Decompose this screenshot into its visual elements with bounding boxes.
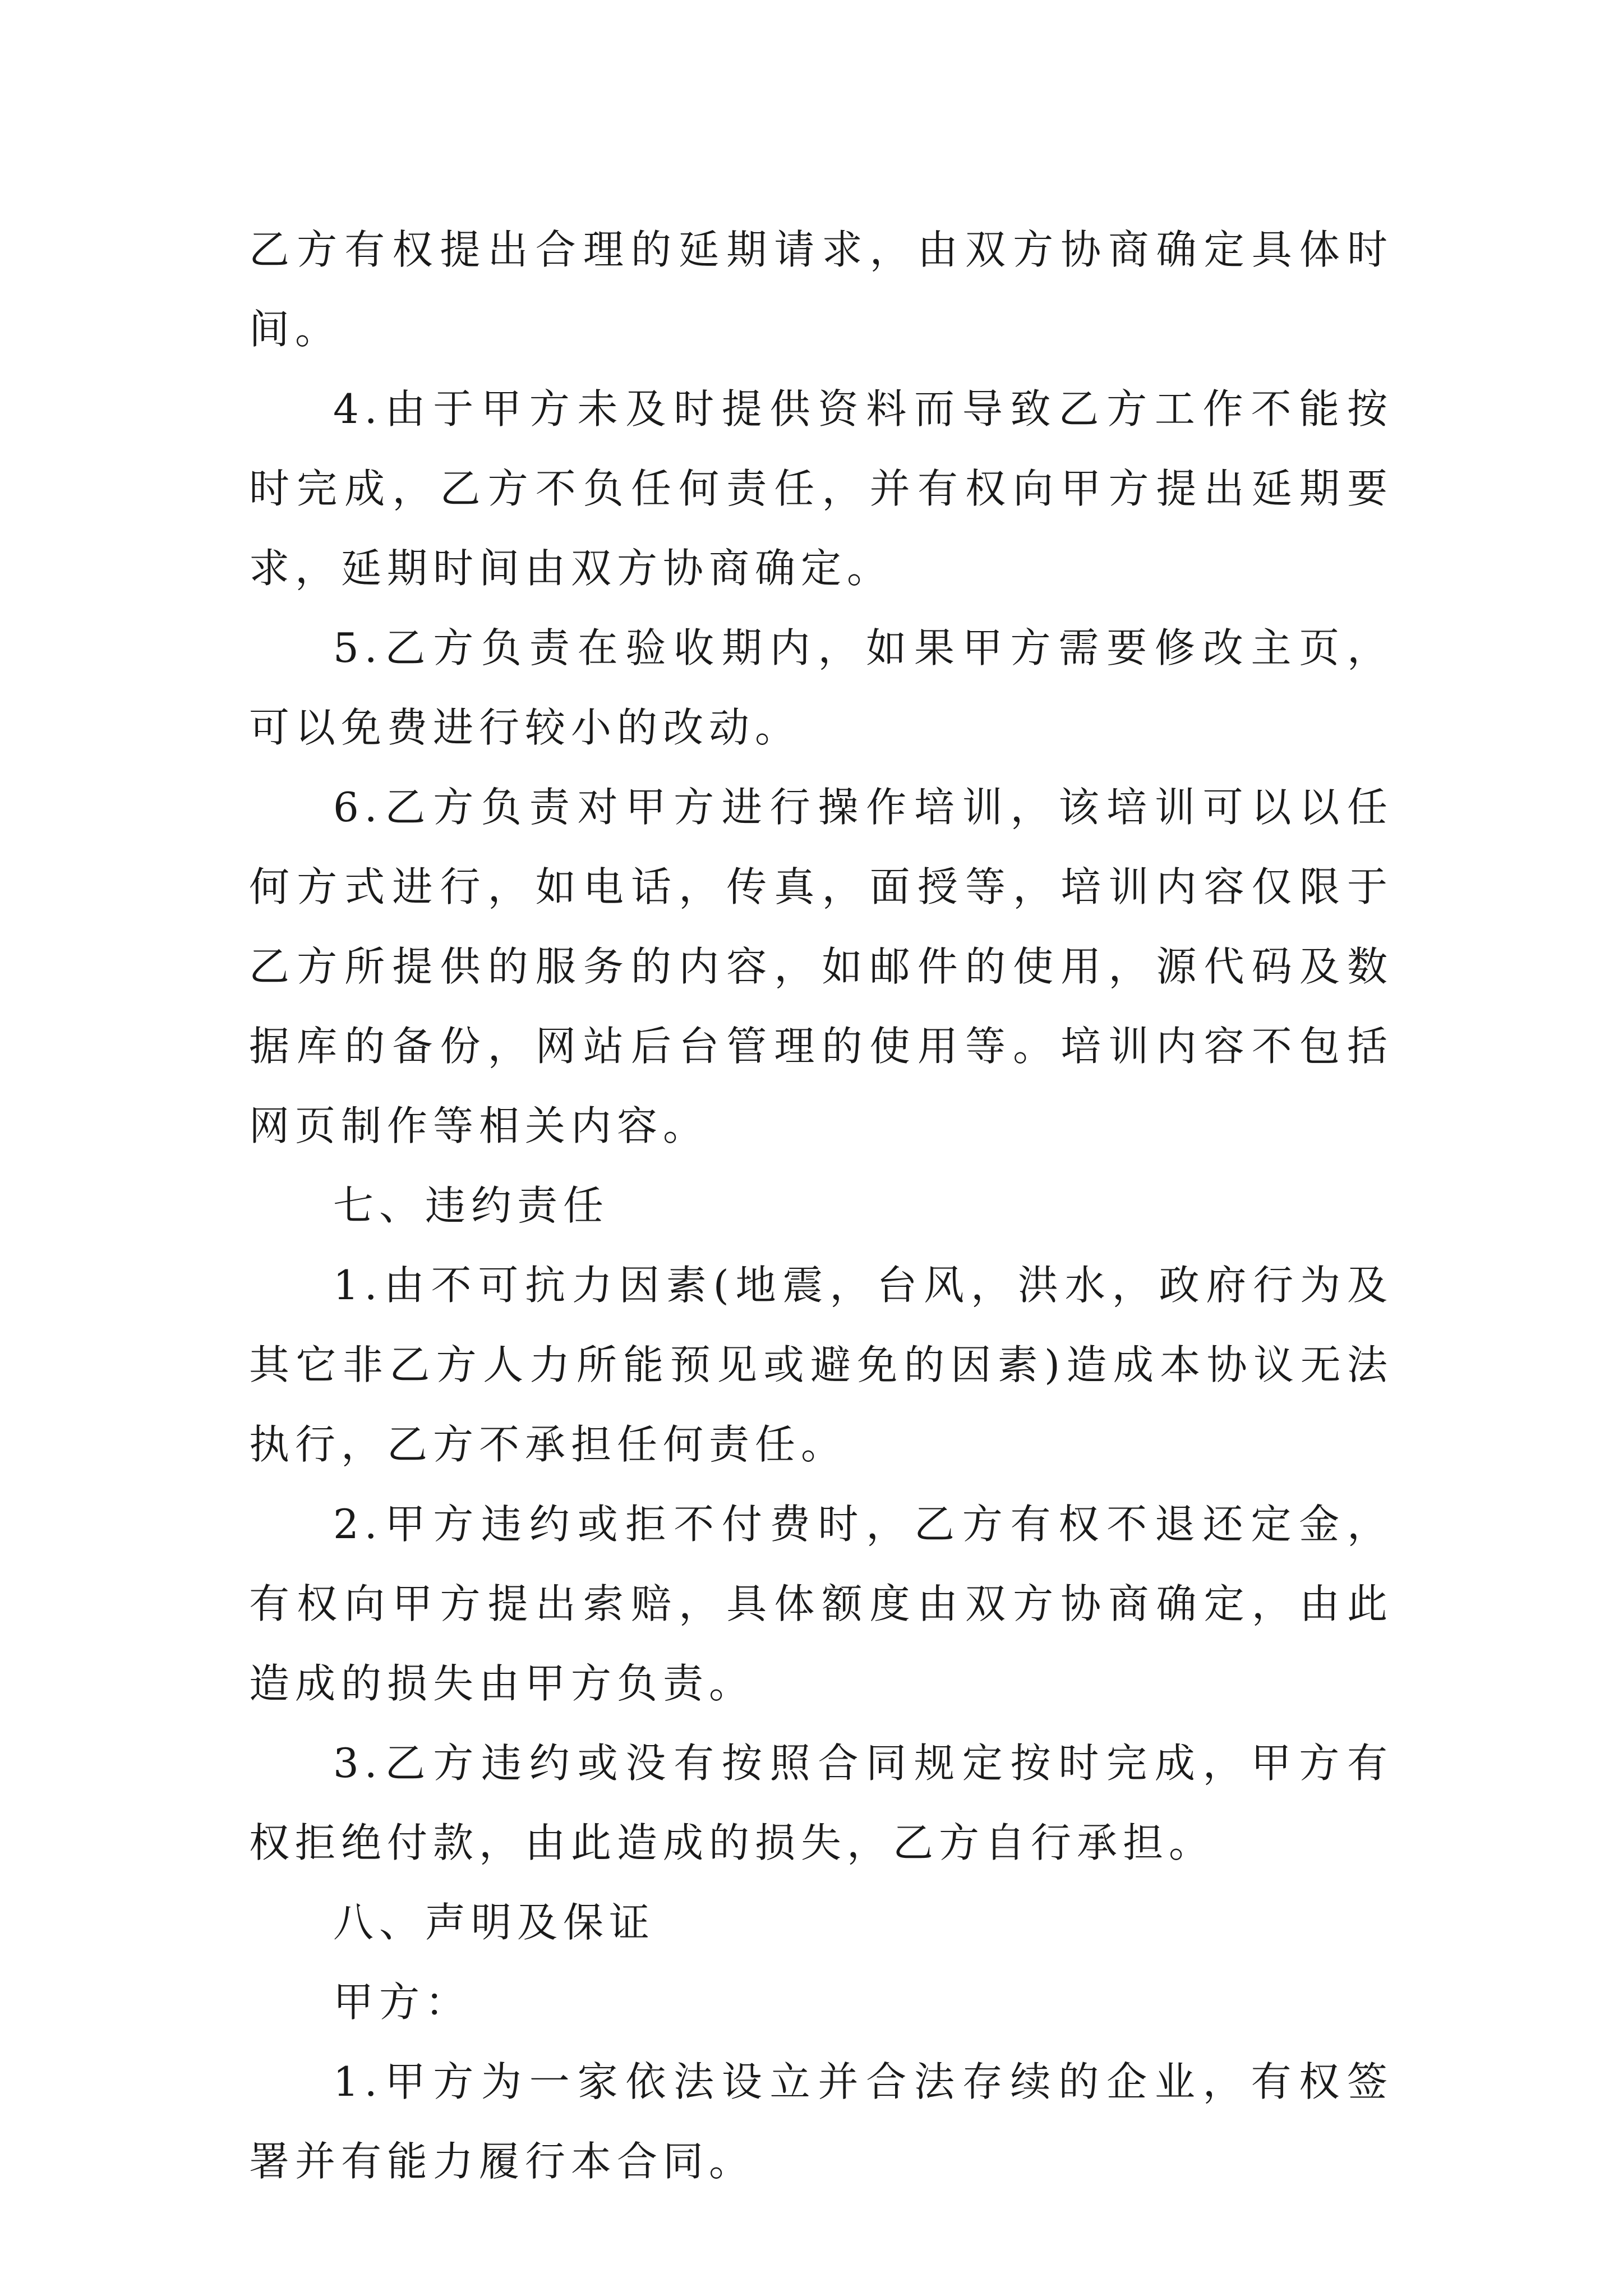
clause-item-6: 6.乙方负责对甲方进行操作培训，该培训可以以任何方式进行，如电话，传真，面授等，培训内容仅限于乙方所提供的服务的内容，如邮件的使用，源代码及数据库的备份，网站后台管理的使用等。培训内容不包括网页制作等相关内容。	[249, 784, 1393, 1149]
breach-item-3: 3.乙方违约或没有按照合同规定按时完成，甲方有权拒绝付款，由此造成的损失，乙方自行承担。	[249, 1740, 1393, 1866]
declaration-item-1: 1.甲方为一家依法设立并合法存续的企业，有权签署并有能力履行本合同。	[249, 2058, 1393, 2185]
document-body	[249, 210, 1393, 2201]
section-heading-declarations: 八、声明及保证	[333, 1899, 656, 1946]
breach-item-1: 1.由不可抗力因素(地震，台风，洪水，政府行为及其它非乙方人力所能预见或避免的因素)造成本协议无法执行，乙方不承担任何责任。	[249, 1262, 1393, 1468]
breach-item-2: 2.甲方违约或拒不付费时，乙方有权不退还定金，有权向甲方提出索赔，具体额度由双方协商确定，由此造成的损失由甲方负责。	[249, 1501, 1393, 1707]
paragraph-continuation: 乙方有权提出合理的延期请求，由双方协商确定具体时间。	[249, 226, 1393, 353]
party-a-label: 甲方：	[333, 1978, 472, 2026]
clause-item-5: 5.乙方负责在验收期内，如果甲方需要修改主页，可以免费进行较小的改动。	[249, 624, 1393, 751]
clause-item-4: 4.由于甲方未及时提供资料而导致乙方工作不能按时完成，乙方不负任何责任，并有权向甲方提出延期要求，延期时间由双方协商确定。	[249, 385, 1393, 592]
section-heading-breach-liability: 七、违约责任	[333, 1182, 610, 1229]
